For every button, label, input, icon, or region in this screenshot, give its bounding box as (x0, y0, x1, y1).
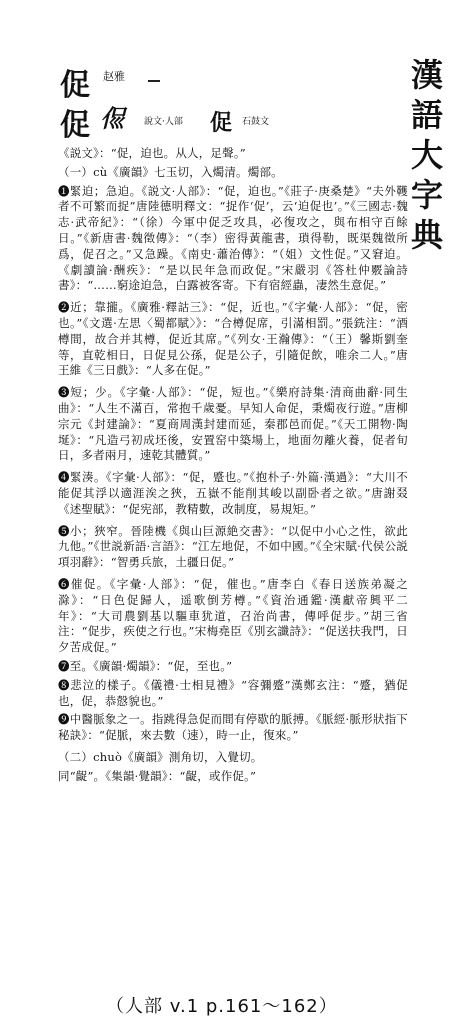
dictionary-title (405, 55, 449, 255)
definition-paragraph: ❺小；狹窄。晉陸機《與山巨源絶交書》：“以促中小心之性，欲此九他。”《世説新語·言語》：“江左地促，不如中國。”《全宋賦·代侯公説項羽辭》：“智勇兵旅，土疆日促。” (58, 523, 408, 570)
title-char: 字 (410, 176, 443, 214)
definition-paragraph: ❻催促。《字彙·人部》：“促，催也。”唐李白《春日送族弟凝之滁》：“日色促歸人，遥歌倒芳樽。”《資治通鑑·漢獻帝興平二年》：“大司農劉基以驅車犹道，召治尚書，傳呼促步。”胡三省注：“促步，疾使之行也。”宋梅堯臣《別玄讖詩》：“促送扶我門，日夕苦成促。” (58, 576, 408, 655)
definition-paragraph: ❽悲泣的樣子。《儀禮·士相見禮》“容彌蹙”漢鄭玄注：“蹙，猶促也，促，恭慤貌也。” (58, 677, 408, 708)
handwritten-page-reference: （人部 v.1 p.161～162） (106, 996, 338, 1017)
definition-paragraph: ❸短；少。《字彙·人部》：“促，短也。”《樂府詩集·清商曲辭·同生曲》：“人生不滿百，常抱千歲憂。早知人命促，秉燭夜行遊。”唐柳宗元《封建論》：“夏商周漢封建而延，秦郡邑而促。”《天工開物·陶埏》：“凡造弓初成坯後，安置窑中築場上，地面勿離火養，促者旬日，多者兩月，速乾其體質。” (58, 385, 408, 463)
title-char: 典 (410, 216, 443, 254)
ancient-forms-row (60, 100, 320, 143)
seal-script-source: 說文·人部 (144, 117, 183, 127)
entry-body (58, 146, 408, 787)
definition-paragraph: （二）chuò《廣韻》測角切，入覺切。 (58, 749, 263, 764)
definition-paragraph: 《説文》：“促，迫也。从人，足聲。” (58, 146, 246, 160)
entry-head-character: 促 (60, 68, 90, 103)
definition-paragraph: （一）cù《廣韻》七玉切，入燭清。燭部。 (58, 164, 283, 179)
seal-script-form: 𠈉 (100, 104, 124, 133)
definition-paragraph: ❷近；靠攏。《廣雅·釋詁三》：“促，近也。”《字彙·人部》：“促，密也。”《文選·左思〈蜀都賦〉》：“合樽促席，引滿相罰。”張銑注：“酒樽間，故合并其樽，促近其席。”《列女·王瀚傳》：“（王）馨斯劉奎等，直乾相日，日促見公孫，促是公子，引隨促飲，唯余二人。”唐王維《三日戲》：“人多在促。” (58, 300, 408, 378)
stone-drum-form: 促 (210, 110, 233, 136)
title-char: 語 (410, 96, 443, 134)
definition-paragraph: ❾中醫脈象之一。指跳得急促而間有停歇的脈搏。《脈經·脈形狀指下秘訣》：“促脈，來去數（速），時一止，復來。” (58, 712, 408, 743)
definition-paragraph: 同“齪”。《集韻·覺韻》：“齪，或作促。” (58, 768, 257, 783)
entry-radical-note: 赵雅 (103, 70, 125, 83)
divider-dash (148, 80, 160, 82)
definition-paragraph: ❼至。《廣韻·燭韻》：“促，至也。” (58, 658, 233, 673)
title-char: 漢 (410, 56, 443, 94)
ancient-form-large: 促 (60, 108, 90, 143)
definition-paragraph: ❶緊迫；急迫。《説文·人部》：“促，迫也。”《莊子·庚桑楚》“夫外韄者不可繁而捉”唐陸德明釋文：“捉作‘促’，云‘迫促也’。”《三國志·魏志·武帝紀》：“（徐）今軍中促乏攻具，必復攻之，與布相守百餘日。”《新唐書·魏徵傳》：“（李）密得黃龍書，瑣得勒，既渠魏徵所爲，促召之。”又急躁。《南史·蕭治傳》：“（姐）文性促。”又窘迫。《劇讀論·酬疾》：“是以民年急而政促。”宋嚴羽《答杜仲覈論詩書》：“……窮途迫急，白露被客寄。下有宿經蟲，凄然生意促。” (58, 183, 408, 293)
definition-paragraph: ❹緊湊。《字彙·人部》：“促，蹙也。”《抱朴子·外篇·漢過》：“大川不能促其浮以適涯涘之狹，五嶽不能削其峻以副卧者之欲。”唐謝叕《述聖賦》：“促宪部，教精數，改制度，易規矩。” (58, 470, 408, 516)
title-char: 大 (410, 136, 443, 174)
stone-drum-source: 石鼓文 (242, 117, 270, 127)
